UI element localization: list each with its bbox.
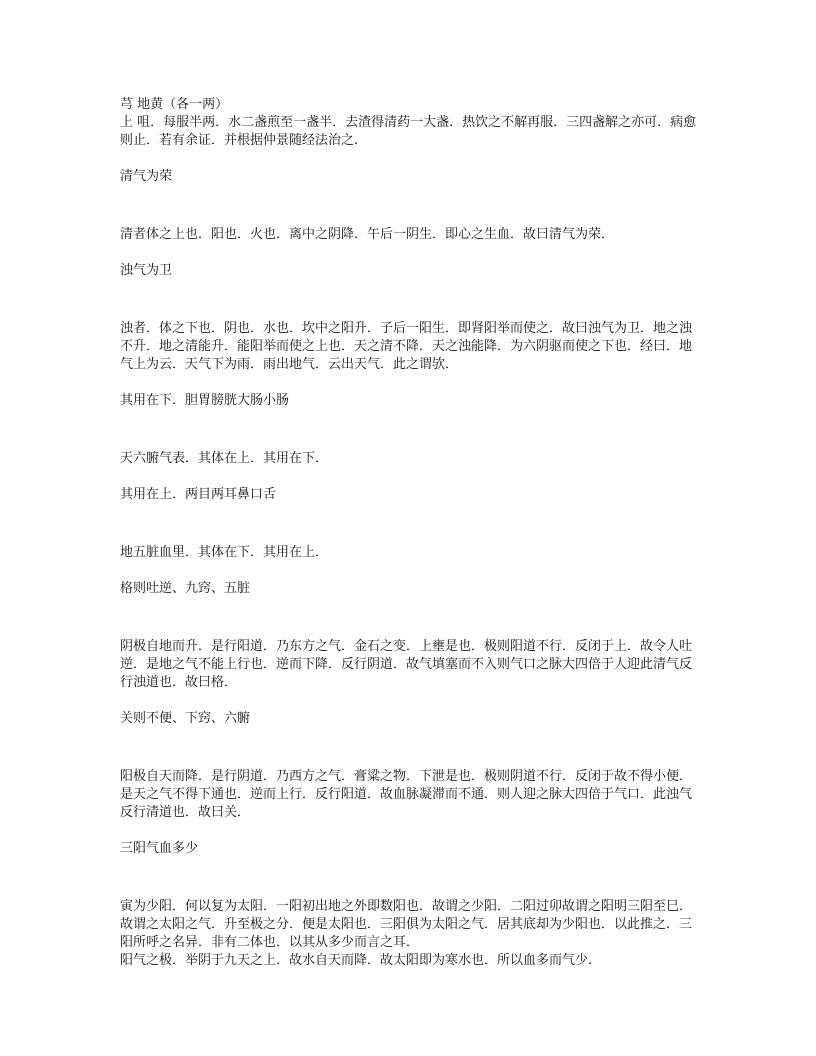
section-body: 天六腑气表．其体在上．其用在下． [120, 451, 329, 466]
section-body: 阴极自地而升．是行阳道．乃东方之气．金石之变．上壅是也．极则阳道不行．反闭于上．故令人吐逆．是地之气不能上行也．逆而下降．反行阴道．故气填塞而不入则气口之脉大四倍于人迎此清气反行浊道也．故曰格． [120, 639, 693, 690]
section-body: 清者体之上也．阳也．火也．离中之阴降．午后一阴生．即心之生血．故曰清气为荣． [120, 227, 615, 242]
section-heading: 格则吐逆、九窍、五脏 [120, 581, 251, 596]
section-heading: 三阳气血多少 [120, 841, 199, 856]
section-body: 阳极自天而降．是行阴道．乃西方之气．膏粱之物．下泄是也．极则阴道不行．反闭于故不得小便．是天之气不得下通也．逆而上行．反行阳道．故血脉凝滞而不通．则人迎之脉大四倍于气口．此浊气反行清道也．故曰关． [120, 769, 693, 820]
section-body: 寅为少阳．何以复为太阳．一阳初出地之外即数阳也．故谓之少阳．二阳过卯故谓之阳明三阳至巳．故谓之太阳之气．升至极之分．便是太阳也．三阳俱为太阳之气．居其底却为少阳也．以此推之．三阳所呼之名异．非有二体也．以其从多少而言之耳． [120, 899, 693, 950]
section-heading: 其用在上．两目两耳鼻口舌 [120, 487, 277, 502]
section-body: 浊者．体之下也．阴也．水也．坎中之阳升．子后一阳生．即肾阳举而使之．故曰浊气为卫．地之浊不升．地之清能升．能阳举而使之上也．天之清不降．天之浊能降．为六阴驱而使之下也．经曰．地气上为云．天气下为雨．雨出地气．云出天气．此之谓欤． [120, 321, 693, 372]
section-heading: 其用在下．胆胃膀胱大肠小肠 [120, 393, 290, 408]
section-heading: 浊气为卫 [120, 263, 173, 278]
intro-line-1: 芎 地黄（各一两） [120, 97, 229, 112]
section-body-continued: 阳气之极．举阴于九天之上．故水自天而降．故太阳即为寒水也．所以血多而气少． [120, 953, 602, 968]
section-heading: 关则不便、下窍、六腑 [120, 711, 251, 726]
intro-line-2: 上 咀．每服半两．水二盏煎至一盏半．去渣得清药一大盏．热饮之不解再服．三四盏解之亦可．病愈则止．若有余证．并根据仲景随经法治之． [120, 115, 697, 148]
section-heading: 清气为荣 [120, 169, 173, 184]
document-page [120, 96, 700, 970]
section-body: 地五脏血里．其体在下．其用在上． [120, 545, 329, 560]
